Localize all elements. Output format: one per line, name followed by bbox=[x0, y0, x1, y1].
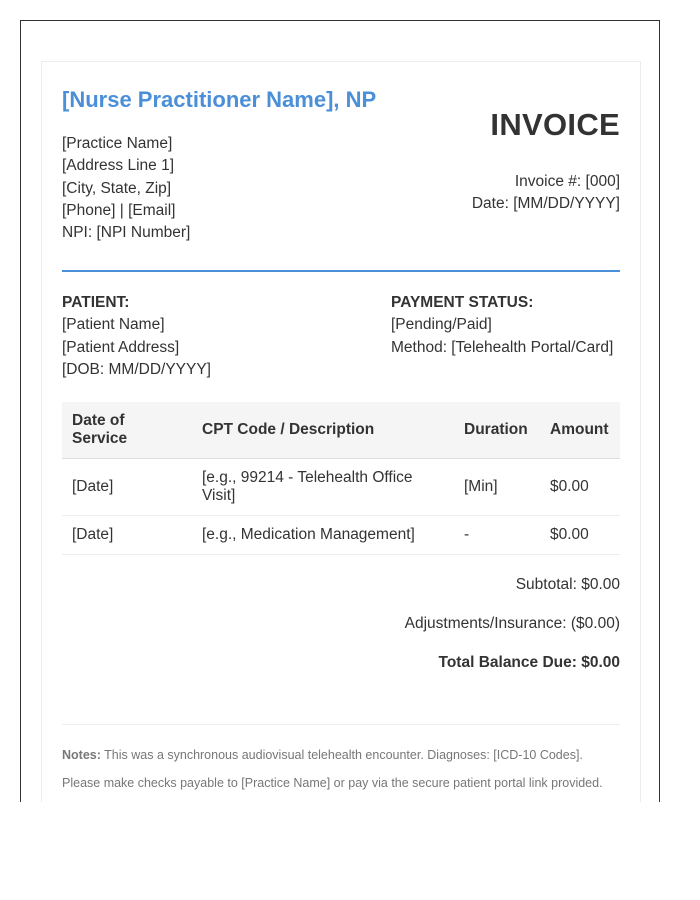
table-row bbox=[62, 459, 620, 516]
notes-section bbox=[62, 748, 620, 790]
practice-contact: [Phone] | [Email] bbox=[62, 201, 176, 219]
patient-dob: [DOB: MM/DD/YYYY] bbox=[62, 360, 211, 378]
service-amount: $0.00 bbox=[540, 516, 620, 555]
service-date: [Date] bbox=[62, 516, 192, 555]
notes-divider bbox=[62, 724, 620, 725]
invoice-title: INVOICE bbox=[490, 107, 620, 142]
column-header-amount: Amount bbox=[540, 402, 620, 459]
patient-label: PATIENT: bbox=[62, 294, 130, 311]
patient-name: [Patient Name] bbox=[62, 316, 165, 334]
practice-name: [Practice Name] bbox=[62, 135, 173, 152]
service-date: [Date] bbox=[62, 459, 192, 516]
payment-status-label: PAYMENT STATUS: bbox=[391, 294, 534, 311]
patient-block bbox=[62, 292, 211, 381]
patient-address: [Patient Address] bbox=[62, 338, 180, 356]
notes-label: Notes: bbox=[62, 748, 101, 762]
invoice-number: Invoice #: [000] bbox=[514, 173, 620, 190]
table-row bbox=[62, 516, 620, 555]
practice-city-state-zip: [City, State, Zip] bbox=[62, 179, 172, 197]
total-balance-due: Total Balance Due: $0.00 bbox=[438, 654, 620, 671]
service-duration: [Min] bbox=[454, 459, 540, 516]
payment-block bbox=[391, 292, 613, 359]
service-description: [e.g., Medication Management] bbox=[192, 516, 454, 555]
invoice-content bbox=[62, 62, 620, 790]
table-header-row bbox=[62, 402, 620, 459]
subtotal: Subtotal: $0.00 bbox=[515, 576, 620, 593]
service-description: [e.g., 99214 - Telehealth Office Visit] bbox=[192, 459, 454, 516]
adjustments: Adjustments/Insurance: ($0.00) bbox=[404, 615, 620, 632]
service-duration: - bbox=[454, 516, 540, 555]
invoice-date: Date: [MM/DD/YYYY] bbox=[471, 195, 620, 213]
notes-line bbox=[62, 748, 620, 762]
column-header-duration: Duration bbox=[454, 402, 540, 459]
header-divider bbox=[62, 270, 620, 272]
practice-npi: NPI: [NPI Number] bbox=[62, 224, 191, 242]
totals-block bbox=[405, 576, 620, 693]
practice-address: [Address Line 1] bbox=[62, 157, 175, 175]
service-amount: $0.00 bbox=[540, 459, 620, 516]
invoice-header bbox=[62, 62, 620, 271]
payment-method: Method: [Telehealth Portal/Card] bbox=[391, 338, 614, 356]
column-header-cpt: CPT Code / Description bbox=[192, 402, 454, 459]
payment-instructions: Please make checks payable to [Practice Name] or pay via the secure patient portal link provided. bbox=[62, 776, 603, 790]
invoice-card bbox=[41, 61, 641, 802]
payment-status: [Pending/Paid] bbox=[391, 316, 492, 334]
invoice-frame bbox=[20, 20, 660, 802]
notes-text: This was a synchronous audiovisual telehealth encounter. Diagnoses: [ICD-10 Codes]. bbox=[104, 748, 583, 762]
practice-info bbox=[62, 133, 190, 244]
column-header-date: Date of Service bbox=[62, 402, 192, 459]
provider-name: [Nurse Practitioner Name], NP bbox=[62, 87, 377, 112]
invoice-meta bbox=[472, 171, 620, 216]
services-table bbox=[62, 402, 620, 555]
